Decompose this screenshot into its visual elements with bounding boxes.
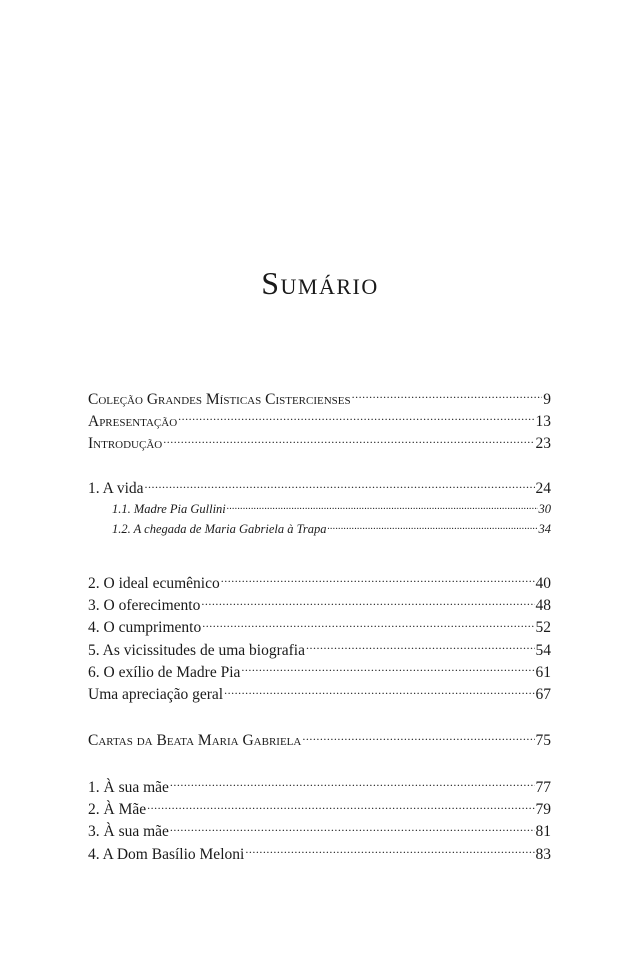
toc-entry-page: 54: [535, 641, 551, 659]
toc-subentry-1-2[interactable]: [88, 520, 551, 540]
toc-entry-label: Apresentação: [88, 412, 178, 430]
toc-subentry-page: 34: [538, 521, 551, 536]
toc-entry-label: Introdução: [88, 435, 163, 453]
spacer: [88, 752, 551, 776]
dot-leader: [306, 639, 535, 655]
toc-entry-label: 1. À sua mãe: [88, 778, 169, 796]
toc-entry-chapter-6[interactable]: [88, 661, 551, 683]
toc-entry-page: 52: [535, 619, 551, 637]
dot-leader: [224, 684, 534, 700]
toc-entry-letter-4[interactable]: [88, 843, 551, 865]
dot-leader: [202, 617, 534, 633]
toc-entry-label: 1. A vida: [88, 480, 144, 498]
toc-entry-label: Coleção Grandes Místicas Cistercienses: [88, 390, 351, 408]
dot-leader: [302, 730, 534, 746]
dot-leader: [352, 388, 543, 404]
toc-entry-chapter-4[interactable]: [88, 617, 551, 639]
dot-leader: [241, 661, 534, 677]
toc-entry-letter-1[interactable]: [88, 776, 551, 798]
toc-entry-label: 2. O ideal ecumênico: [88, 574, 220, 592]
dot-leader: [227, 500, 538, 513]
dot-leader: [163, 433, 534, 449]
dot-leader: [201, 594, 534, 610]
toc-entry-introducao[interactable]: [88, 433, 551, 455]
dot-leader: [170, 821, 535, 837]
toc-entry-label: 4. O cumprimento: [88, 619, 202, 637]
toc-subentry-1-1[interactable]: [88, 500, 551, 520]
dot-leader: [221, 572, 535, 588]
toc-entry-label: 2. À Mãe: [88, 801, 147, 819]
toc-entry-cartas[interactable]: [88, 730, 551, 752]
dot-leader: [245, 843, 534, 859]
toc-entry-page: 77: [535, 778, 551, 796]
toc-entry-chapter-3[interactable]: [88, 594, 551, 616]
toc-subentry-label: 1.2. A chegada de Maria Gabriela à Trapa: [112, 521, 327, 536]
spacer: [88, 455, 551, 478]
toc-entry-page: 75: [535, 732, 551, 750]
toc-entry-label: 6. O exílio de Madre Pia: [88, 663, 241, 681]
toc-entry-page: 23: [535, 435, 551, 453]
toc-entry-letter-3[interactable]: [88, 821, 551, 843]
toc-entry-page: 24: [535, 480, 551, 498]
toc-entry-label: 5. As vicissitudes de uma biografia: [88, 641, 305, 659]
toc-entry-label: Cartas da Beata Maria Gabriela: [88, 732, 302, 750]
toc-entry-page: 81: [535, 823, 551, 841]
toc-entry-page: 13: [535, 412, 551, 430]
toc-subentry-page: 30: [538, 501, 551, 516]
toc-entry-page: 61: [535, 663, 551, 681]
page-title: Sumário: [261, 265, 379, 301]
toc-subentry-label: 1.1. Madre Pia Gullini: [112, 501, 226, 516]
dot-leader: [147, 799, 534, 815]
toc-entry-apresentacao[interactable]: [88, 410, 551, 432]
dot-leader: [178, 410, 534, 426]
toc-entry-page: 48: [535, 596, 551, 614]
dot-leader: [327, 520, 537, 533]
toc-entry-apreciacao[interactable]: [88, 684, 551, 706]
toc-entry-chapter-2[interactable]: [88, 572, 551, 594]
toc-entry-page: 79: [535, 801, 551, 819]
toc-entry-label: 4. A Dom Basílio Meloni: [88, 845, 245, 863]
toc-entry-label: Uma apreciação geral: [88, 686, 224, 704]
toc-entry-chapter-1[interactable]: [88, 478, 551, 500]
spacer: [88, 706, 551, 730]
toc-entry-chapter-5[interactable]: [88, 639, 551, 661]
table-of-contents: [88, 388, 551, 865]
toc-entry-page: 83: [535, 845, 551, 863]
dot-leader: [170, 776, 535, 792]
toc-entry-letter-2[interactable]: [88, 799, 551, 821]
toc-entry-colecao[interactable]: [88, 388, 551, 410]
toc-entry-label: 3. À sua mãe: [88, 823, 169, 841]
toc-entry-page: 67: [535, 686, 551, 704]
toc-entry-label: 3. O oferecimento: [88, 596, 201, 614]
toc-entry-page: 40: [535, 574, 551, 592]
spacer: [88, 540, 551, 572]
toc-entry-page: 9: [543, 390, 551, 408]
dot-leader: [145, 478, 535, 494]
